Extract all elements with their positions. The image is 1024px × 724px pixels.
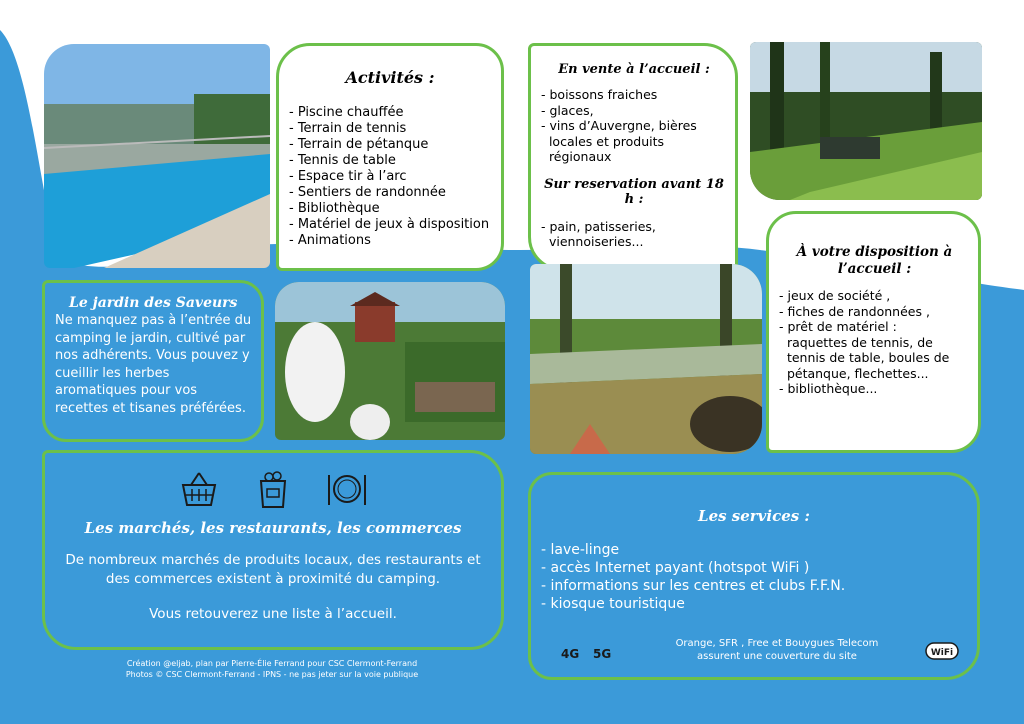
for-sale-card — [528, 43, 738, 271]
markets-list-note: Vous retouverez une liste à l’accueil. — [149, 606, 397, 622]
activity-item: - Espace tir à l’arc — [289, 169, 407, 184]
reservation-title: Sur reservation avant 18 h : — [544, 176, 724, 207]
activities-card — [276, 43, 504, 271]
basket-icon — [177, 467, 221, 511]
markets-text: De nombreux marchés de produits locaux, des restaurants et des commerces existent à proximité du camping. — [65, 552, 481, 587]
for-sale-title: En vente à l’accueil : — [558, 62, 710, 77]
forest-meadow-photo — [750, 42, 982, 200]
sale-item: - boissons fraiches — [541, 87, 658, 102]
disposal-item: pétanque, flechettes... — [779, 365, 929, 381]
activity-item: - Animations — [289, 233, 371, 248]
service-item: - kiosque touristique — [541, 596, 685, 612]
at-your-disposal-card — [766, 211, 981, 453]
activity-item: - Terrain de tennis — [289, 121, 407, 136]
sale-item: régionaux — [541, 149, 612, 164]
disposal-item: - jeux de société , — [779, 288, 891, 303]
credits-line: Photos © CSC Clermont-Ferrand - IPNS - ne pas jeter sur la voie publique — [125, 670, 419, 679]
garden-photo — [275, 282, 505, 440]
wifi-label: WiFi — [930, 648, 954, 658]
coverage-line: Orange, SFR , Free et Bouygues Telecom — [675, 638, 879, 649]
services-title: Les services : — [698, 507, 810, 525]
activity-item: - Terrain de pétanque — [289, 137, 429, 152]
garden-card — [42, 280, 264, 442]
activity-item: - Tennis de table — [289, 153, 396, 168]
activity-item: - Sentiers de randonnée — [289, 185, 446, 200]
markets-title: Les marchés, les restaurants, les commerces — [84, 519, 462, 537]
disposal-title: À votre disposition à l’accueil : — [796, 244, 953, 277]
pool-photo — [44, 44, 270, 268]
sale-item: locales et produits — [541, 133, 665, 149]
disposal-item: tennis de table, boules de — [779, 350, 950, 365]
markets-card — [42, 450, 504, 650]
4g-icon: 4G — [561, 647, 580, 661]
5g-icon: 5G — [593, 647, 612, 661]
activities-title: Activités : — [345, 68, 435, 87]
service-item: - accès Internet payant (hotspot WiFi ) — [541, 560, 810, 576]
activity-item: - Piscine chauffée — [289, 105, 404, 120]
service-item: - informations sur les centres et clubs F.F.N. — [541, 578, 846, 594]
sale-item: - vins d’Auvergne, bières — [541, 118, 697, 133]
disposal-item: raquettes de tennis, de — [779, 334, 933, 350]
reservation-item: viennoiseries... — [541, 234, 644, 249]
services-card — [528, 472, 980, 680]
garden-text: Ne manquez pas à l’entrée du camping le jardin, cultivé par nos adhérents. Vous pouvez y cueillir les herbes aromatiques pour vos recettes et tisanes préférées. — [55, 313, 252, 416]
network-coverage-row — [557, 631, 963, 665]
sunny-woodland-photo — [530, 264, 762, 454]
garden-title: Le jardin des Saveurs — [69, 295, 238, 311]
disposal-item: - prêt de matériel : — [779, 319, 897, 334]
disposal-item: - bibliothèque... — [779, 381, 878, 396]
coverage-text — [667, 637, 887, 663]
sale-item: - glaces, — [541, 102, 594, 118]
activity-item: - Bibliothèque — [289, 201, 380, 216]
disposal-item: - fiches de randonnées , — [779, 303, 930, 319]
credits-line: Création @eljab, plan par Pierre-Élie Ferrand pour CSC Clermont-Ferrand — [126, 659, 418, 668]
reservation-item: - pain, patisseries, — [541, 218, 656, 234]
service-item: - lave-linge — [541, 542, 620, 558]
wifi-icon — [925, 639, 959, 663]
coverage-line: assurent une couverture du site — [697, 651, 857, 662]
activity-item: - Matériel de jeux à disposition — [289, 217, 490, 232]
grocery-bag-icon — [251, 467, 295, 511]
plate-cutlery-icon — [325, 467, 369, 511]
credits — [42, 658, 502, 680]
